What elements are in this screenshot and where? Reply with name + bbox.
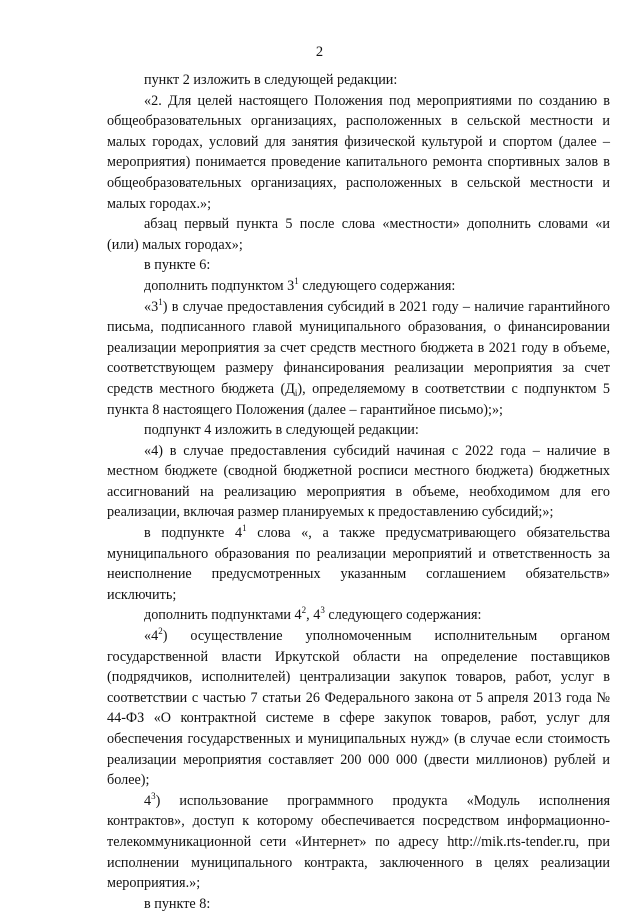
paragraph-6-text-mid: ) в случае предоставления субсидий в 2021 году – наличие гарантийного письма, подписанного главой муниципального образования, о финансировании реализации мероприятия за счет средств местного бюджета в 2021 году в объеме, соответствующем размеру финансирования реализации мероприятия за счет средств местного бюджета (Д <box>107 298 610 397</box>
paragraph-3: абзац первый пункта 5 после слова «местности» дополнить словами «и (или) малых городах»; <box>107 216 610 253</box>
paragraph-9 <box>107 523 610 605</box>
paragraph-7: подпункт 4 изложить в следующей редакции: <box>144 422 419 439</box>
paragraph-11-text-end: ) осуществление уполномоченным исполнительным органом государственной власти Иркутской области на определение поставщиков (подрядчиков, исполнителей) централизации закупок товаров, работ, услуг в соответствии с частью 7 статьи 26 Федерального закона от 5 апреля 2013 года № 44-ФЗ «О контрактной системе в сфере закупок товаров, работ, услуг для обеспечения государственных и муниципальных нужд» (в случае если стоимость реализации мероприятия составляет 200 000 000 (двести миллионов) рублей и более); <box>107 628 610 789</box>
paragraph-11-sup: 2 <box>158 626 163 637</box>
paragraph-12-text-end: ) использование программного продукта «Модуль исполнения контрактов», доступ к которому обеспечивается посредством информационно-телекоммуникационной сети «Интернет» по адресу http://mik.rts-tender.ru, при исполнении муниципального контракта, заключенного в целях реализации мероприятия.»; <box>107 792 610 892</box>
paragraph-12-sup: 3 <box>151 790 156 801</box>
paragraph-5-text-end: следующего содержания: <box>298 277 456 294</box>
paragraph-10-text-mid: , 4 <box>306 607 321 624</box>
paragraph-8: «4) в случае предоставления субсидий начиная с 2022 года – наличие в местном бюджете (сводной бюджетной росписи местного бюджета) бюджетных ассигнований на реализацию мероприятия в объеме, необходимом для его реализации, включая размер планируемых к предоставлению субсидий;»; <box>107 442 610 521</box>
paragraph-6-text: «3 <box>144 298 159 315</box>
paragraph-5-text: дополнить подпунктом 3 <box>144 277 295 294</box>
paragraph-9-sup: 1 <box>242 523 247 534</box>
paragraph-10-text: дополнить подпунктами 4 <box>144 607 302 624</box>
paragraph-10-sup-2: 3 <box>320 605 325 616</box>
paragraph-10 <box>107 605 610 626</box>
paragraph-6-sup: 1 <box>158 296 163 307</box>
paragraph-12-text: 4 <box>144 792 152 809</box>
paragraph-6-sub: i <box>294 387 298 398</box>
page-number: 2 <box>315 44 324 60</box>
paragraph-9-text: в подпункте 4 <box>144 525 243 542</box>
paragraph-2: «2. Для целей настоящего Положения под мероприятиями по созданию в общеобразовательных организациях, расположенных в сельской местности и малых городах, условий для занятия физической культурой и спортом (далее – мероприятия) понимается проведение капитального ремонта спортивных залов в общеобразовательных организациях, расположенных в сельской местности и малых городах.»; <box>107 92 610 212</box>
paragraph-4: в пункте 6: <box>144 257 211 274</box>
paragraph-6-text-end: ), определяемому в соответствии с подпунктом 5 пункта 8 настоящего Положения (далее – гарантийное письмо);»; <box>107 380 610 418</box>
paragraph-11 <box>107 626 610 791</box>
paragraph-10-text-end: следующего содержания: <box>324 607 482 624</box>
document-body <box>107 70 610 914</box>
paragraph-13: в пункте 8: <box>144 895 211 912</box>
paragraph-11-text: «4 <box>144 628 159 645</box>
paragraph-9-text-end: слова «, а также предусматривающего обязательства муниципального образования по реализации мероприятий и ответственность за неисполнение предусмотренных указанным соглашением обязательств» исключить; <box>107 525 610 603</box>
paragraph-10-sup: 2 <box>301 605 307 616</box>
paragraph-5 <box>107 276 610 297</box>
paragraph-1: пункт 2 изложить в следующей редакции: <box>144 72 398 88</box>
paragraph-5-sup: 1 <box>294 275 299 286</box>
paragraph-6 <box>107 297 610 421</box>
paragraph-12 <box>107 791 610 894</box>
